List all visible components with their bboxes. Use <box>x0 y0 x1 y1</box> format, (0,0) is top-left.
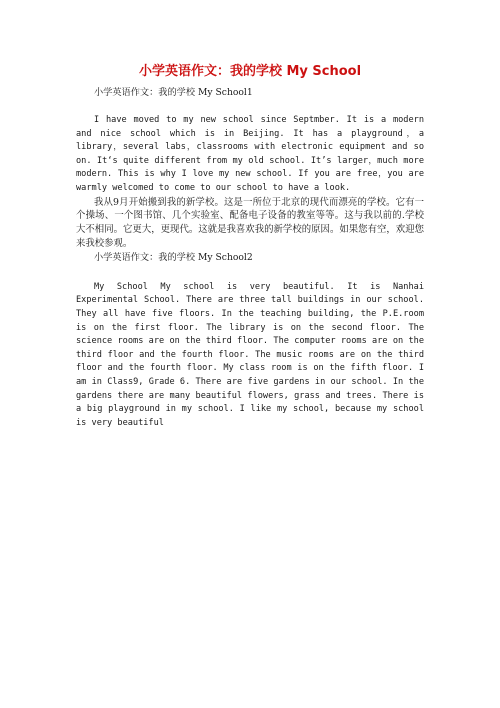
section-heading-1: 小学英语作文：我的学校 My School1 <box>94 87 253 98</box>
section-heading-2: 小学英语作文：我的学校 My School2 <box>94 251 253 263</box>
essay-paragraph-chinese-1: 我从9月开始搬到我的新学校。这是一所位于北京的现代而漂亮的学校。它有一个操场、一个图书馆、几个实验室、配备电子设备的教室等等。这与我以前的.学校大不相同。它更大，更现代。这就是我喜欢我的新学校的原因。如果您有空，欢迎您来我校参观。 <box>76 196 424 249</box>
document-title: 小学英语作文：我的学校 My School <box>138 64 362 79</box>
essay-paragraph-english-2: My School My school is very beautiful. It is Nanhai Experimental School. There are three tall buildings in our school. They all have five floors. In the teaching building, the P.E.room is on the first floor. The library is on the second floor. The science rooms are on the third floor. The computer rooms are on the third floor and the fourth floor. The music rooms are on the third floor and the fourth floor. My class room is on the fifth floor. I am in Class9, Grade 6. There are five gardens in our school. In the gardens there are many beautiful flowers, grass and trees. There is a big playground in my school. I like my school, because my school is very beautiful <box>76 281 424 428</box>
document-page <box>76 62 424 430</box>
essay-paragraph-english-1: I have moved to my new school since Septmber. It is a modern and nice school which is in Beijing. It has a playground，a library，several labs，classrooms with electronic equipment and so on. It‘s quite different from my old school. It’s larger，much more modern. This is why I love my new school. If you are free，you are warmly welcomed to come to our school to have a look. <box>76 115 424 193</box>
